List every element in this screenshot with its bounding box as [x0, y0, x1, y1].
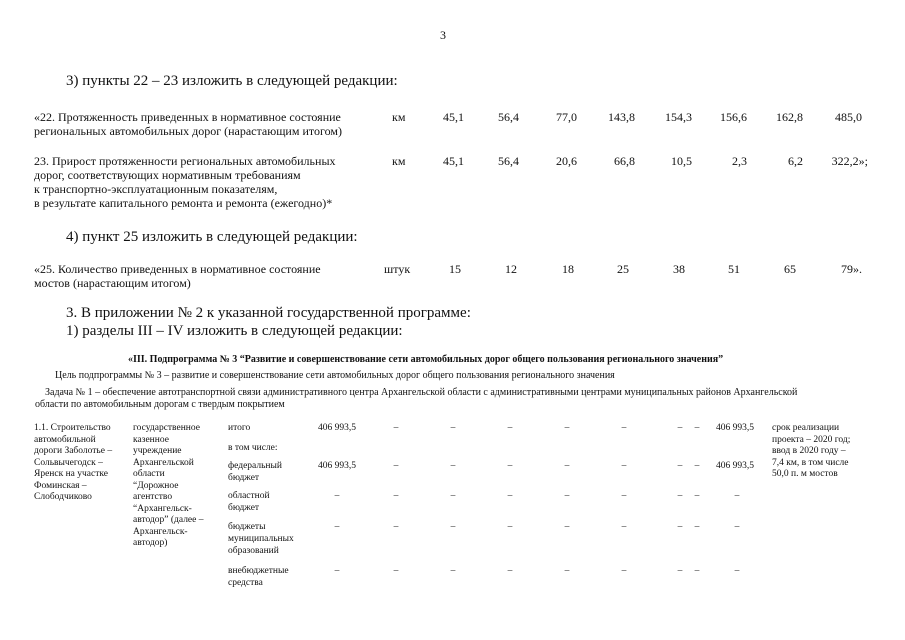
funding-dash: – [450, 461, 456, 471]
funding-label-line: средства [228, 578, 263, 588]
executor-line: Архангельск- [133, 526, 188, 537]
indicator-value: 162,8 [776, 110, 803, 124]
executor-line: казенное [133, 434, 169, 445]
indicator-name-line: в результате капитального ремонта и ремонта (ежегодно)* [34, 196, 333, 210]
funding-including-label: в том числе: [228, 443, 278, 453]
funding-dash: – [621, 491, 627, 501]
indicator-value: 66,8 [614, 154, 635, 168]
executor-line: государственное [133, 423, 200, 433]
indicator-value: 485,0 [835, 110, 862, 124]
funding-dash: – [677, 566, 683, 576]
indicator-value: 56,4 [498, 154, 519, 168]
indicator-value: 2,3 [732, 154, 747, 168]
indicator-value: 56,4 [498, 110, 519, 124]
result-line: 7,4 км, в том числе [772, 457, 849, 468]
indicator-value: 15 [449, 262, 461, 276]
measure-name-line: Слободчиково [34, 492, 92, 502]
funding-total: 406 993,5 [716, 423, 754, 433]
funding-label-line: областной [228, 491, 270, 501]
funding-label-line: бюджет [228, 473, 260, 483]
funding-label-line: федеральный [228, 461, 282, 471]
indicator-value: 79». [841, 262, 862, 276]
indicator-name-line: к транспортно-эксплуатационным показателям, [34, 182, 278, 196]
indicator-value: 65 [784, 262, 796, 276]
measure-name-line: автомобильной [34, 434, 96, 445]
executor-line: агентство [133, 492, 173, 502]
measure-name-line: дороги Заболотье – [34, 446, 113, 456]
section-part-3: 3. В приложении № 2 к указанной государственной программе: [66, 305, 471, 321]
funding-label-line: бюджеты [228, 522, 266, 532]
funding-dash: – [694, 566, 700, 576]
measure-name-line: 1.1. Строительство [34, 423, 111, 433]
funding-dash: – [677, 461, 683, 471]
funding-dash: – [507, 461, 513, 471]
funding-dash: – [677, 522, 683, 532]
section-part-3-item-1: 1) разделы III – IV изложить в следующей редакции: [66, 323, 403, 339]
funding-total: – [734, 491, 740, 501]
result-line: проекта – 2020 год; [772, 434, 851, 445]
funding-dash: – [393, 491, 399, 501]
funding-dash: – [564, 566, 570, 576]
indicator-value: 12 [505, 262, 517, 276]
funding-dash: – [564, 423, 570, 433]
funding-total: – [734, 566, 740, 576]
funding-dash: – [621, 423, 627, 433]
funding-dash: – [393, 423, 399, 433]
funding-dash: – [621, 461, 627, 471]
indicator-value: 6,2 [788, 154, 803, 168]
funding-dash: – [393, 461, 399, 471]
executor-line: Архангельской [133, 457, 194, 468]
executor-line: “Архангельск- [133, 503, 192, 514]
funding-dash: – [564, 461, 570, 471]
executor-line: учреждение [133, 446, 182, 456]
indicator-value: 51 [728, 262, 740, 276]
measure-executor [133, 423, 225, 550]
subprogram-task-line: Задача № 1 – обеспечение автотранспортной связи административного центра Архангельской области с административными центрами муниципальных районов Архангельской [45, 387, 798, 398]
funding-dash: – [677, 491, 683, 501]
funding-first-value: 406 993,5 [318, 423, 356, 433]
indicator-unit: штук [384, 262, 411, 276]
funding-dash: – [564, 522, 570, 532]
indicator-value: 10,5 [671, 154, 692, 168]
funding-dash: – [621, 522, 627, 532]
indicator-unit: км [392, 154, 406, 168]
funding-dash: – [677, 423, 683, 433]
indicator-value: 38 [673, 262, 685, 276]
indicator-value: 45,1 [443, 154, 464, 168]
indicator-value: 156,6 [720, 110, 747, 124]
funding-dash: – [450, 423, 456, 433]
subprogram-goal: Цель подпрограммы № 3 – развитие и совершенствование сети автомобильных дорог общего пользования регионального значения [55, 370, 615, 381]
funding-dash: – [393, 566, 399, 576]
indicator-name-line: «25. Количество приведенных в нормативное состояние [34, 262, 321, 276]
indicator-value: 18 [562, 262, 574, 276]
subprogram-task-line: области по автомобильным дорогам с твердым покрытием [35, 399, 285, 410]
indicator-value: 77,0 [556, 110, 577, 124]
section-item-3: 3) пункты 22 – 23 изложить в следующей редакции: [66, 73, 398, 89]
funding-first-value: 406 993,5 [318, 461, 356, 471]
indicator-name-line: 23. Прирост протяженности региональных автомобильных [34, 154, 336, 168]
funding-dash: – [393, 522, 399, 532]
funding-label: итого [228, 423, 251, 433]
executor-line: области [133, 469, 165, 479]
executor-line: автодор” (далее – [133, 515, 204, 525]
page-number: 3 [440, 28, 446, 42]
indicator-value: 25 [617, 262, 629, 276]
result-line: 50,0 п. м мостов [772, 469, 838, 479]
indicator-value: 322,2»; [831, 154, 868, 168]
indicator-name-line: дорог, соответствующих нормативным требованиям [34, 168, 301, 182]
result-line: ввод в 2020 году – [772, 446, 846, 456]
funding-dash: – [564, 491, 570, 501]
funding-dash: – [621, 566, 627, 576]
executor-line: автодор) [133, 538, 168, 548]
funding-dash: – [507, 423, 513, 433]
section-item-4: 4) пункт 25 изложить в следующей редакции: [66, 229, 358, 245]
funding-dash: – [450, 566, 456, 576]
funding-label-line: внебюджетные [228, 566, 289, 576]
measure-result [772, 423, 882, 481]
funding-dash: – [694, 423, 700, 433]
indicator-name-line: мостов (нарастающим итогом) [34, 276, 191, 290]
measure-name-line: Фоминская – [34, 480, 87, 491]
funding-label-line: образований [228, 546, 279, 556]
indicator-value: 20,6 [556, 154, 577, 168]
funding-label-line: муниципальных [228, 534, 294, 544]
result-line: срок реализации [772, 423, 840, 433]
indicator-value: 154,3 [665, 110, 692, 124]
funding-dash: – [507, 522, 513, 532]
funding-dash: – [507, 491, 513, 501]
funding-dash: – [694, 522, 700, 532]
indicator-name-line: «22. Протяженность приведенных в нормативное состояние [34, 110, 341, 124]
indicator-value: 143,8 [608, 110, 635, 124]
funding-first-value: – [334, 491, 340, 501]
funding-total: – [734, 522, 740, 532]
funding-dash: – [450, 522, 456, 532]
funding-label-line: бюджет [228, 503, 260, 513]
measure-name-line: Сольвычегодск – [34, 457, 103, 468]
funding-dash: – [694, 491, 700, 501]
funding-first-value: – [334, 566, 340, 576]
indicator-name-line: региональных автомобильных дорог (нарастающим итогом) [34, 124, 342, 138]
indicator-value: 45,1 [443, 110, 464, 124]
measure-name [34, 423, 129, 504]
measure-name-line: Яренск на участке [34, 469, 108, 479]
funding-dash: – [450, 491, 456, 501]
funding-dash: – [694, 461, 700, 471]
subprogram-title: «III. Подпрограмма № 3 “Развитие и совершенствование сети автомобильных дорог общего пользования регионального значения” [128, 354, 724, 365]
funding-dash: – [507, 566, 513, 576]
executor-line: “Дорожное [133, 480, 179, 491]
funding-total: 406 993,5 [716, 461, 754, 471]
indicator-unit: км [392, 110, 406, 124]
funding-first-value: – [334, 522, 340, 532]
